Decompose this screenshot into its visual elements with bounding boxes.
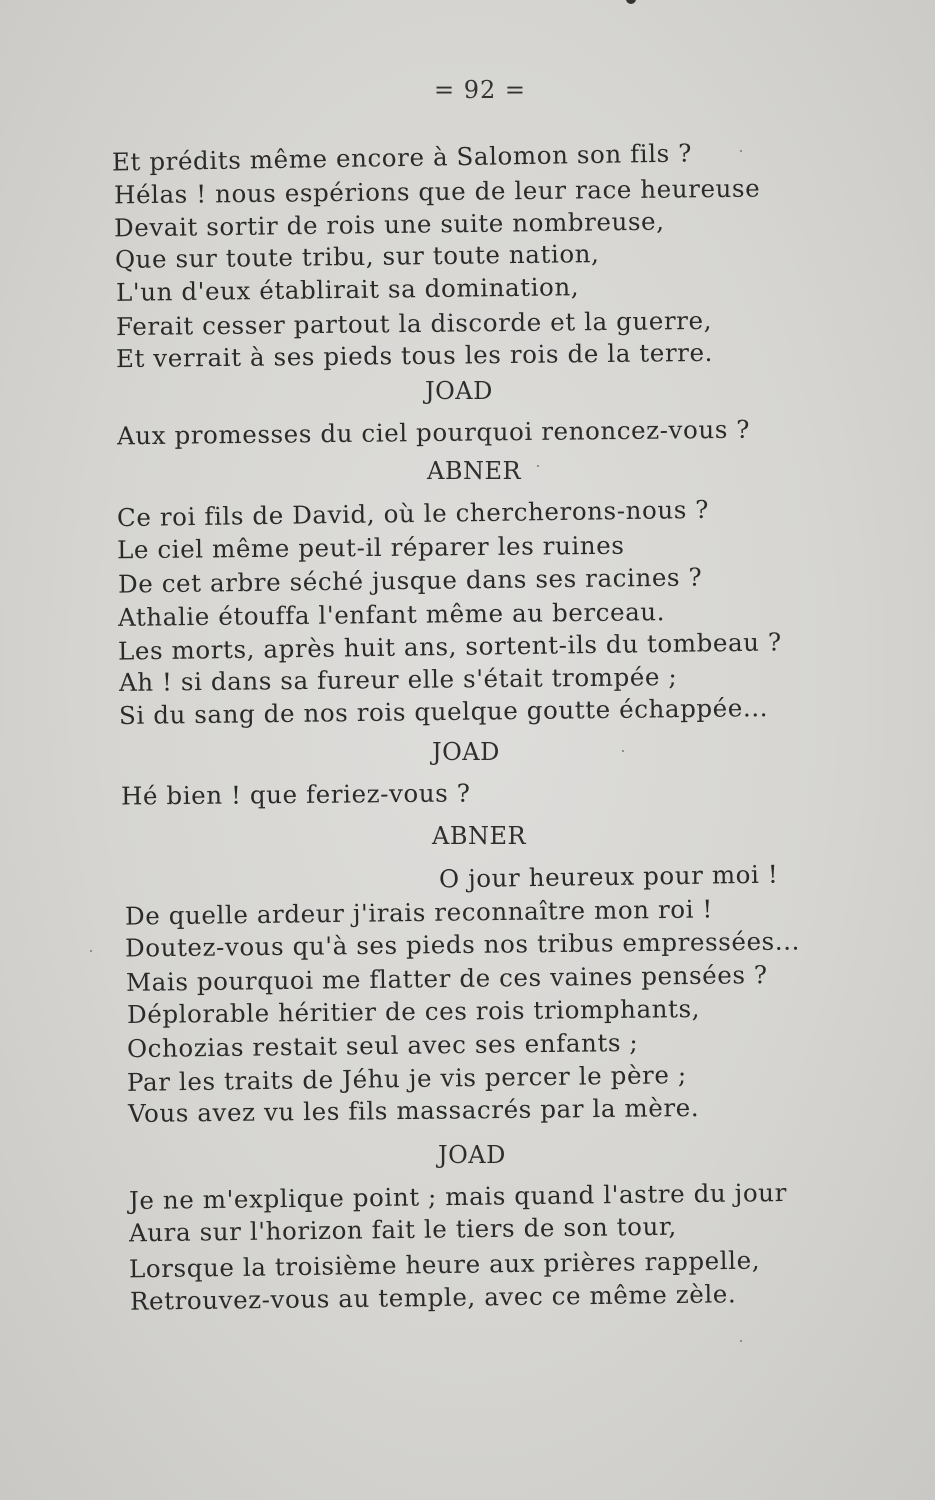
verse-line: Je ne m'explique point ; mais quand l'astre du jour	[128, 1177, 788, 1216]
verse-line: Ochozias restait seul avec ses enfants ;	[126, 1027, 639, 1064]
verse-line: Déplorable héritier de ces rois triomphants,	[126, 994, 701, 1029]
verse-line: Doutez-vous qu'à ses pieds nos tribus empressées...	[124, 926, 801, 963]
verse-line: Vous avez vu les fils massacrés par la mère.	[127, 1093, 700, 1128]
page-number: = 92 =	[433, 76, 526, 104]
verse-line: Mais pourquoi me flatter de ces vaines pensées ?	[125, 960, 768, 997]
verse-line: Devait sortir de rois une suite nombreuse,	[113, 206, 665, 243]
verse-line: Hé bien ! que feriez-vous ?	[120, 778, 471, 811]
paper-speck	[622, 750, 624, 752]
verse-line: Hélas ! nous espérions que de leur race heureuse	[113, 173, 761, 210]
ink-mark	[626, 0, 636, 4]
verse-line: Retrouvez-vous au temple, avec ce même zèle.	[129, 1279, 737, 1316]
verse-line: Les morts, après huit ans, sortent-ils du tombeau ?	[117, 627, 782, 666]
paper-speck	[740, 1340, 742, 1342]
paper-speck	[740, 150, 742, 152]
verse-line: Si du sang de nos rois quelque goutte échappée...	[118, 693, 769, 730]
verse-line: Et prédits même encore à Salomon son fils ?	[111, 138, 693, 177]
speaker-name: JOAD	[438, 1141, 506, 1169]
verse-line: Ferait cesser partout la discorde et la guerre,	[115, 305, 713, 342]
verse-line: O jour heureux pour moi !	[438, 859, 779, 894]
verse-line: Aura sur l'horizon fait le tiers de son tour,	[128, 1211, 678, 1248]
verse-line: Par les traits de Jéhu je vis percer le père ;	[126, 1060, 687, 1097]
verse-line: Le ciel même peut-il réparer les ruines	[116, 530, 625, 565]
paper-speck	[537, 465, 539, 467]
verse-line: De quelle ardeur j'irais reconnaître mon roi !	[124, 894, 714, 931]
paper-speck	[90, 950, 92, 952]
verse-line: Que sur toute tribu, sur toute nation,	[114, 239, 600, 274]
verse-line: Lorsque la troisième heure aux prières rappelle,	[128, 1245, 761, 1284]
verse-line: De cet arbre séché jusque dans ses racines ?	[117, 562, 703, 599]
verse-line: Athalie étouffa l'enfant même au berceau.	[117, 597, 666, 632]
verse-line: Ce roi fils de David, où le chercherons-nous ?	[116, 494, 710, 533]
speaker-name: JOAD	[432, 738, 500, 766]
verse-line: Et verrait à ses pieds tous les rois de la terre.	[115, 337, 714, 374]
verse-line: Aux promesses du ciel pourquoi renoncez-vous ?	[116, 414, 751, 451]
speaker-name: ABNER	[432, 822, 527, 850]
speaker-name: ABNER	[427, 457, 522, 485]
speaker-name: JOAD	[425, 377, 493, 405]
verse-line: L'un d'eux établirait sa domination,	[115, 272, 580, 307]
verse-line: Ah ! si dans sa fureur elle s'était trompée ;	[118, 662, 678, 697]
